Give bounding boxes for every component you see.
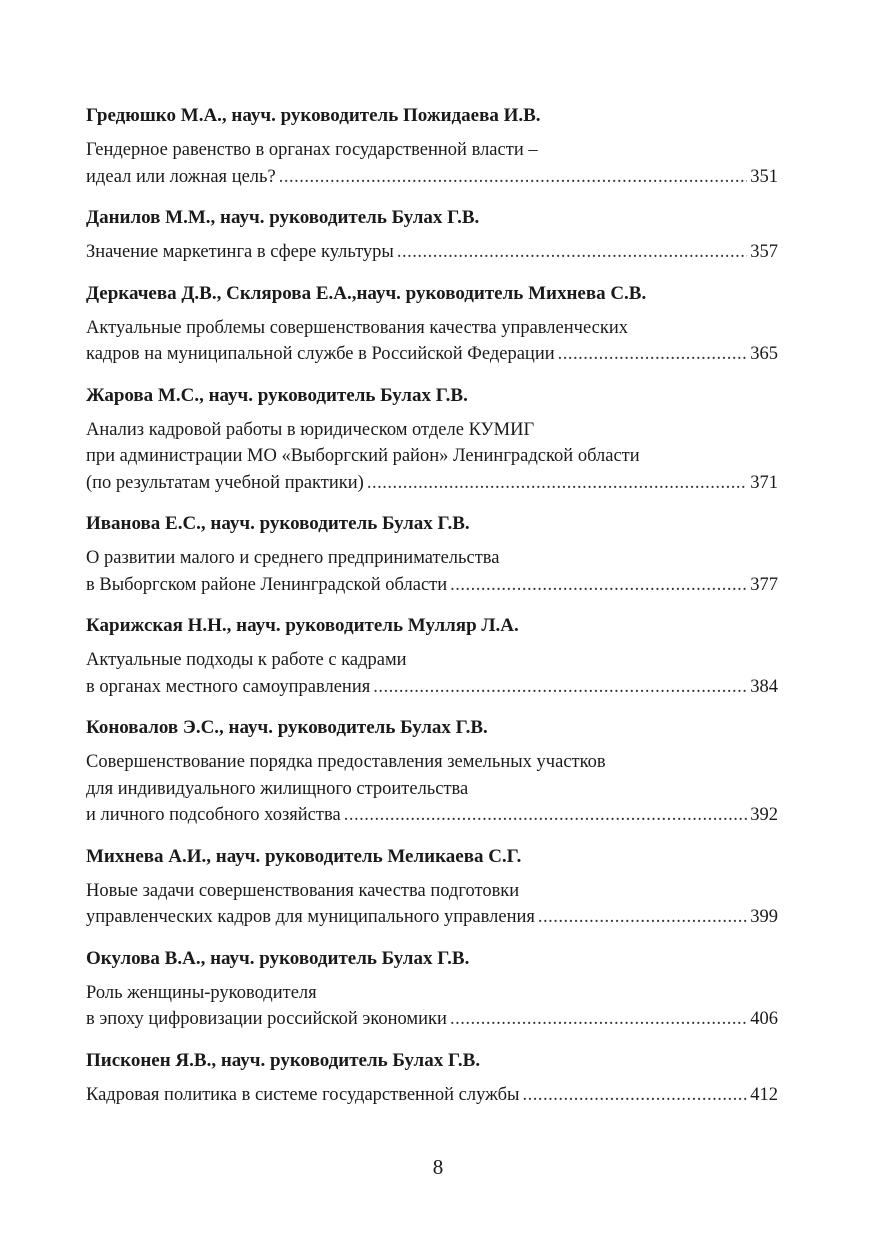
entry-title-last-line [86,1082,778,1109]
table-of-contents [86,103,778,1123]
dot-leader [397,239,747,266]
entry-author: Коновалов Э.С., науч. руководитель Булах Г.В. [86,717,488,738]
entry-page-number: 371 [750,472,778,493]
entry-page-number: 377 [750,574,778,595]
dot-leader [538,904,747,931]
entry-title-last-line [86,802,778,829]
entry-title-line: О развитии малого и среднего предпринимательства [86,548,500,568]
toc-entry [86,715,778,829]
entry-title-line: при администрации МО «Выборгский район» Ленинградской области [86,446,640,466]
toc-entry [86,511,778,598]
entry-title-text: в эпоху цифровизации российской экономики [86,1009,447,1029]
entry-title-text: в Выборгском районе Ленинградской области [86,574,448,595]
entry-author: Жарова М.С., науч. руководитель Булах Г.В. [86,384,468,406]
entry-page-number: 412 [750,1084,778,1105]
entry-page-number: 399 [750,907,778,927]
entry-title-line: для индивидуального жилищного строительства [86,778,469,799]
entry-title-last-line [86,164,778,191]
entry-title-line: Актуальные проблемы совершенствования качества управленческих [86,317,628,338]
entry-author: Окулова В.А., науч. руководитель Булах Г.В. [86,947,470,969]
entry-title-line: Совершенствование порядка предоставления земельных участков [86,752,606,772]
entry-title-line: Роль женщины-руководителя [86,982,317,1003]
toc-entry [86,613,778,700]
entry-title-line: Гендерное равенство в органах государственной власти – [86,140,538,160]
entry-author: Гредюшко М.А., науч. руководитель Пожидаева И.В. [86,105,541,126]
entry-title-text: и личного подсобного хозяйства [86,805,341,825]
entry-page-number: 392 [750,805,778,825]
entry-author: Данилов М.М., науч. руководитель Булах Г.В. [86,207,480,228]
dot-leader [373,674,747,701]
toc-entry [86,383,778,497]
toc-entry [86,281,778,368]
entry-title-last-line [86,470,778,497]
entry-author: Михнева А.И., науч. руководитель Меликаева С.Г. [86,845,522,867]
entry-title-last-line [86,239,778,266]
toc-entry [86,205,778,266]
entry-page-number: 357 [750,242,778,262]
dot-leader [558,341,748,368]
entry-page-number: 406 [750,1009,778,1029]
entry-author: Карижская Н.Н., науч. руководитель Мулляр Л.А. [86,615,519,636]
entry-title-last-line [86,1006,778,1033]
toc-entry [86,1048,778,1109]
entry-title-line: Актуальные подходы к работе с кадрами [86,650,407,670]
dot-leader [450,1006,747,1033]
entry-title-text: идеал или ложная цель? [86,166,276,187]
entry-page-number: 351 [750,166,778,187]
entry-title-line: Новые задачи совершенствования качества подготовки [86,880,520,901]
dot-leader [522,1082,747,1109]
entry-title-text: Значение маркетинга в сфере культуры [86,242,394,262]
dot-leader [450,572,747,599]
entry-title-last-line [86,341,778,368]
entry-author: Иванова Е.С., науч. руководитель Булах Г.В. [86,513,470,534]
entry-title-text: Кадровая политика в системе государственной службы [86,1084,520,1105]
toc-entry [86,844,778,931]
entry-title-text: (по результатам учебной практики) [86,472,364,493]
entry-title-line: Анализ кадровой работы в юридическом отделе КУМИГ [86,419,535,440]
dot-leader [367,470,747,497]
page-number: 8 [432,1155,444,1179]
entry-title-text: кадров на муниципальной службе в Российской Федерации [86,344,555,364]
dot-leader [279,164,748,191]
entry-title-text: управленческих кадров для муниципального управления [86,907,535,927]
entry-author: Писконен Я.В., науч. руководитель Булах Г.В. [86,1049,481,1071]
entry-author: Деркачева Д.В., Склярова Е.А.,науч. руководитель Михнева С.В. [86,282,647,304]
entry-page-number: 365 [750,344,778,364]
entry-page-number: 384 [750,676,778,697]
toc-entry [86,946,778,1033]
dot-leader [344,802,748,829]
entry-title-last-line [86,674,778,701]
entry-title-text: в органах местного самоуправления [86,676,371,697]
entry-title-last-line [86,904,778,931]
entry-title-last-line [86,572,778,599]
toc-entry [86,103,778,190]
